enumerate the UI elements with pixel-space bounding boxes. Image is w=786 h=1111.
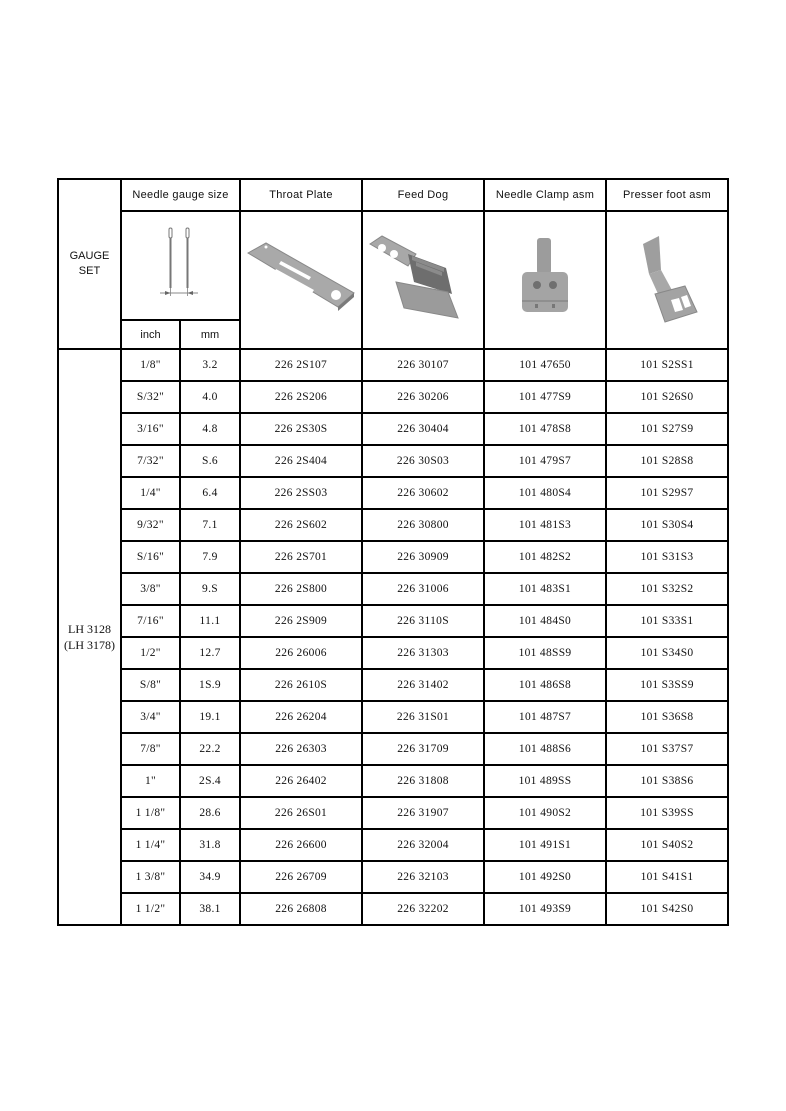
- cell-presser-foot: 101 S33S1: [606, 605, 728, 637]
- cell-feed-dog: 226 31402: [362, 669, 484, 701]
- cell-mm: 7.1: [180, 509, 240, 541]
- cell-inch: S/8": [121, 669, 180, 701]
- cell-feed-dog: 226 31303: [362, 637, 484, 669]
- cell-throat-plate: 226 2S30S: [240, 413, 362, 445]
- gauge-set-line1: GAUGE: [69, 250, 110, 262]
- cell-needle-clamp: 101 48SS9: [484, 637, 606, 669]
- cell-feed-dog: 226 30107: [362, 349, 484, 381]
- table-row: [58, 829, 728, 861]
- cell-presser-foot: 101 S30S4: [606, 509, 728, 541]
- cell-feed-dog: 226 31709: [362, 733, 484, 765]
- cell-feed-dog: 226 30800: [362, 509, 484, 541]
- table-row: [58, 477, 728, 509]
- cell-inch: 9/32": [121, 509, 180, 541]
- cell-feed-dog: 226 30602: [362, 477, 484, 509]
- cell-mm: 1S.9: [180, 669, 240, 701]
- table-row: [58, 605, 728, 637]
- cell-mm: 4.0: [180, 381, 240, 413]
- table-row: [58, 541, 728, 573]
- cell-needle-clamp: 101 489SS: [484, 765, 606, 797]
- cell-needle-clamp: 101 486S8: [484, 669, 606, 701]
- subheader-inch: inch: [121, 320, 180, 349]
- cell-mm: 22.2: [180, 733, 240, 765]
- cell-throat-plate: 226 26006: [240, 637, 362, 669]
- cell-throat-plate: 226 2S602: [240, 509, 362, 541]
- cell-mm: 19.1: [180, 701, 240, 733]
- cell-mm: 7.9: [180, 541, 240, 573]
- cell-presser-foot: 101 S32S2: [606, 573, 728, 605]
- cell-needle-clamp: 101 491S1: [484, 829, 606, 861]
- cell-feed-dog: 226 32004: [362, 829, 484, 861]
- subheader-mm: mm: [180, 320, 240, 349]
- cell-presser-foot: 101 S28S8: [606, 445, 728, 477]
- cell-needle-clamp: 101 477S9: [484, 381, 606, 413]
- cell-throat-plate: 226 2S800: [240, 573, 362, 605]
- cell-feed-dog: 226 31006: [362, 573, 484, 605]
- cell-throat-plate: 226 26S01: [240, 797, 362, 829]
- throat-plate-icon: [246, 235, 356, 325]
- cell-throat-plate: 226 2610S: [240, 669, 362, 701]
- cell-feed-dog: 226 31808: [362, 765, 484, 797]
- table-row: [58, 349, 728, 381]
- cell-feed-dog: 226 31907: [362, 797, 484, 829]
- cell-needle-clamp: 101 483S1: [484, 573, 606, 605]
- cell-feed-dog: 226 30404: [362, 413, 484, 445]
- cell-inch: S/32": [121, 381, 180, 413]
- cell-presser-foot: 101 S29S7: [606, 477, 728, 509]
- table-row: [58, 701, 728, 733]
- cell-presser-foot: 101 S39SS: [606, 797, 728, 829]
- cell-mm: 38.1: [180, 893, 240, 925]
- cell-inch: 1/8": [121, 349, 180, 381]
- table-row: [58, 765, 728, 797]
- cell-mm: 3.2: [180, 349, 240, 381]
- cell-inch: 1 1/4": [121, 829, 180, 861]
- cell-mm: 34.9: [180, 861, 240, 893]
- cell-inch: 7/16": [121, 605, 180, 637]
- cell-presser-foot: 101 S31S3: [606, 541, 728, 573]
- cell-presser-foot: 101 S36S8: [606, 701, 728, 733]
- header-presser-foot: Presser foot asm: [606, 179, 728, 211]
- cell-needle-clamp: 101 480S4: [484, 477, 606, 509]
- cell-inch: 1 3/8": [121, 861, 180, 893]
- cell-presser-foot: 101 S37S7: [606, 733, 728, 765]
- cell-inch: 1 1/2": [121, 893, 180, 925]
- cell-throat-plate: 226 26402: [240, 765, 362, 797]
- cell-needle-clamp: 101 488S6: [484, 733, 606, 765]
- table-row: [58, 573, 728, 605]
- table-row: [58, 733, 728, 765]
- cell-throat-plate: 226 26204: [240, 701, 362, 733]
- cell-throat-plate: 226 2S404: [240, 445, 362, 477]
- cell-feed-dog: 226 30909: [362, 541, 484, 573]
- cell-needle-clamp: 101 482S2: [484, 541, 606, 573]
- model-primary: LH 3128: [68, 622, 111, 636]
- model-label: [58, 349, 121, 925]
- cell-mm: S.6: [180, 445, 240, 477]
- table-row: [58, 861, 728, 893]
- table-row: [58, 445, 728, 477]
- needle-gauge-icon: [156, 226, 206, 306]
- cell-throat-plate: 226 2S107: [240, 349, 362, 381]
- table-row: [58, 381, 728, 413]
- cell-presser-foot: 101 S40S2: [606, 829, 728, 861]
- cell-presser-foot: 101 S3SS9: [606, 669, 728, 701]
- cell-needle-clamp: 101 478S8: [484, 413, 606, 445]
- cell-throat-plate: 226 2S701: [240, 541, 362, 573]
- needle-gauge-image-cell: [121, 211, 240, 320]
- table-row: [58, 637, 728, 669]
- table-row: [58, 893, 728, 925]
- cell-throat-plate: 226 2SS03: [240, 477, 362, 509]
- cell-needle-clamp: 101 47650: [484, 349, 606, 381]
- needle-clamp-image-cell: [484, 211, 606, 349]
- cell-inch: 7/32": [121, 445, 180, 477]
- header-needle-clamp: Needle Clamp asm: [484, 179, 606, 211]
- header-needle-gauge-size: Needle gauge size: [121, 179, 240, 211]
- presser-foot-icon: [627, 230, 707, 330]
- cell-needle-clamp: 101 492S0: [484, 861, 606, 893]
- cell-feed-dog: 226 32202: [362, 893, 484, 925]
- cell-feed-dog: 226 32103: [362, 861, 484, 893]
- cell-presser-foot: 101 S38S6: [606, 765, 728, 797]
- cell-mm: 28.6: [180, 797, 240, 829]
- cell-inch: 1/4": [121, 477, 180, 509]
- feed-dog-image-cell: [362, 211, 484, 349]
- cell-mm: 9.S: [180, 573, 240, 605]
- cell-needle-clamp: 101 481S3: [484, 509, 606, 541]
- cell-throat-plate: 226 26709: [240, 861, 362, 893]
- cell-inch: S/16": [121, 541, 180, 573]
- cell-mm: 12.7: [180, 637, 240, 669]
- table-row: [58, 669, 728, 701]
- cell-presser-foot: 101 S27S9: [606, 413, 728, 445]
- cell-needle-clamp: 101 479S7: [484, 445, 606, 477]
- cell-mm: 4.8: [180, 413, 240, 445]
- cell-inch: 1 1/8": [121, 797, 180, 829]
- gauge-set-line2: SET: [78, 265, 101, 277]
- cell-throat-plate: 226 26600: [240, 829, 362, 861]
- cell-needle-clamp: 101 487S7: [484, 701, 606, 733]
- cell-mm: 2S.4: [180, 765, 240, 797]
- feed-dog-icon: [368, 230, 478, 330]
- cell-needle-clamp: 101 493S9: [484, 893, 606, 925]
- header-feed-dog: Feed Dog: [362, 179, 484, 211]
- cell-inch: 1": [121, 765, 180, 797]
- table-row: [58, 797, 728, 829]
- cell-presser-foot: 101 S26S0: [606, 381, 728, 413]
- cell-presser-foot: 101 S41S1: [606, 861, 728, 893]
- header-throat-plate: Throat Plate: [240, 179, 362, 211]
- cell-throat-plate: 226 26808: [240, 893, 362, 925]
- cell-feed-dog: 226 31S01: [362, 701, 484, 733]
- cell-inch: 3/8": [121, 573, 180, 605]
- cell-feed-dog: 226 3110S: [362, 605, 484, 637]
- cell-inch: 3/16": [121, 413, 180, 445]
- cell-throat-plate: 226 2S206: [240, 381, 362, 413]
- cell-inch: 7/8": [121, 733, 180, 765]
- cell-presser-foot: 101 S42S0: [606, 893, 728, 925]
- throat-plate-image-cell: [240, 211, 362, 349]
- model-alternate: (LH 3178): [64, 638, 115, 652]
- cell-feed-dog: 226 30S03: [362, 445, 484, 477]
- table-row: [58, 509, 728, 541]
- cell-mm: 31.8: [180, 829, 240, 861]
- cell-throat-plate: 226 26303: [240, 733, 362, 765]
- cell-presser-foot: 101 S2SS1: [606, 349, 728, 381]
- cell-mm: 11.1: [180, 605, 240, 637]
- cell-inch: 1/2": [121, 637, 180, 669]
- cell-presser-foot: 101 S34S0: [606, 637, 728, 669]
- gauge-set-table: [57, 178, 729, 926]
- cell-needle-clamp: 101 490S2: [484, 797, 606, 829]
- cell-needle-clamp: 101 484S0: [484, 605, 606, 637]
- cell-mm: 6.4: [180, 477, 240, 509]
- cell-throat-plate: 226 2S909: [240, 605, 362, 637]
- table-row: [58, 413, 728, 445]
- cell-feed-dog: 226 30206: [362, 381, 484, 413]
- needle-clamp-icon: [510, 230, 580, 330]
- gauge-set-label: [58, 179, 121, 349]
- cell-inch: 3/4": [121, 701, 180, 733]
- presser-foot-image-cell: [606, 211, 728, 349]
